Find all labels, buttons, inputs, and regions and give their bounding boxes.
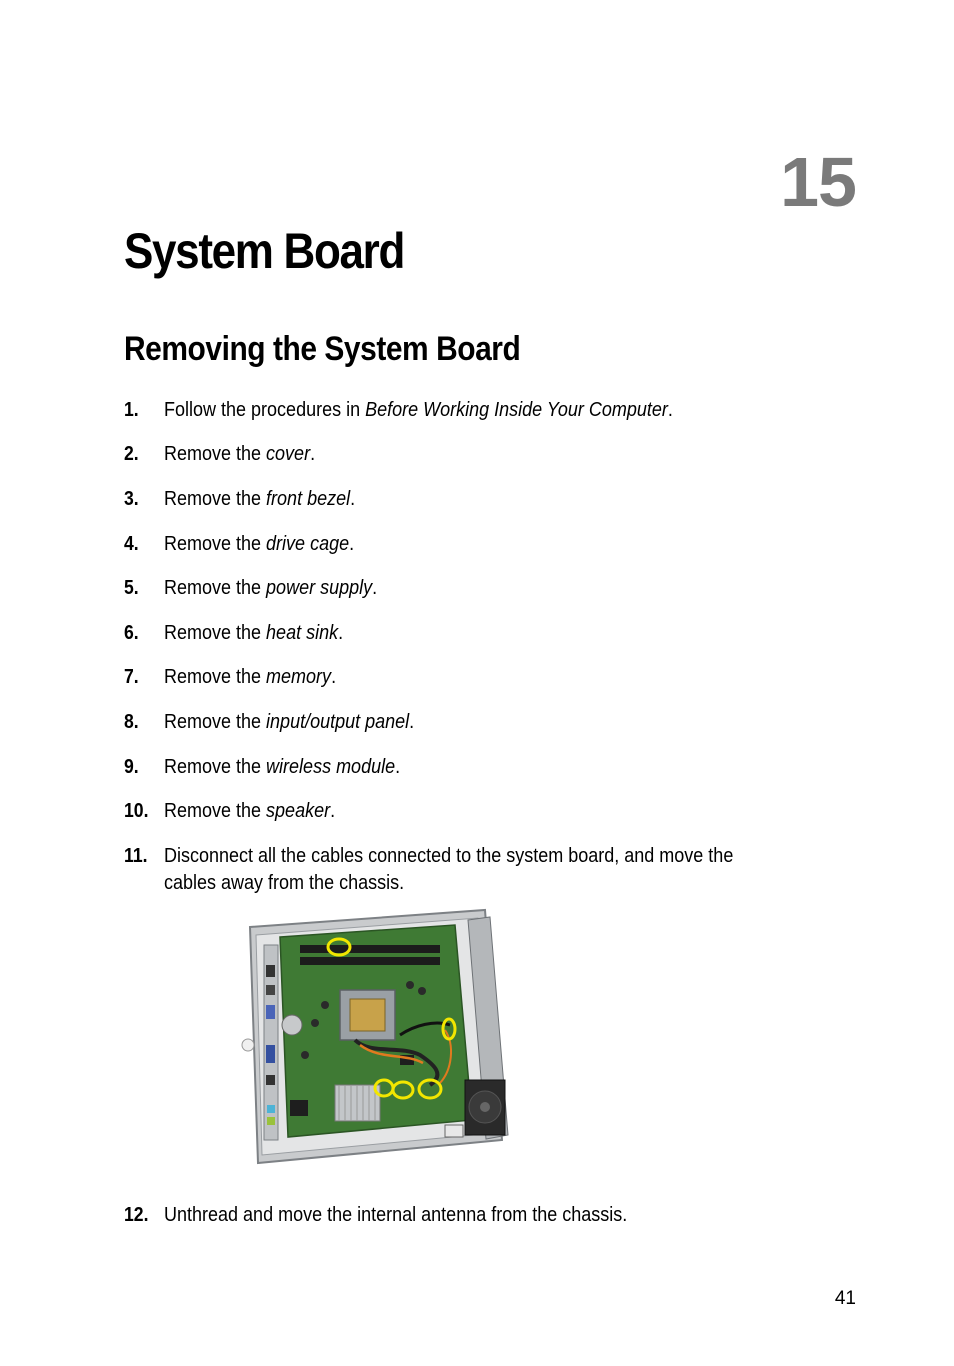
chapter-title: System Board (124, 223, 405, 279)
section-title: Removing the System Board (124, 330, 521, 368)
chapter-number: 15 (780, 143, 856, 221)
system-board-photo (240, 905, 515, 1175)
page-number: 41 (834, 1288, 856, 1309)
